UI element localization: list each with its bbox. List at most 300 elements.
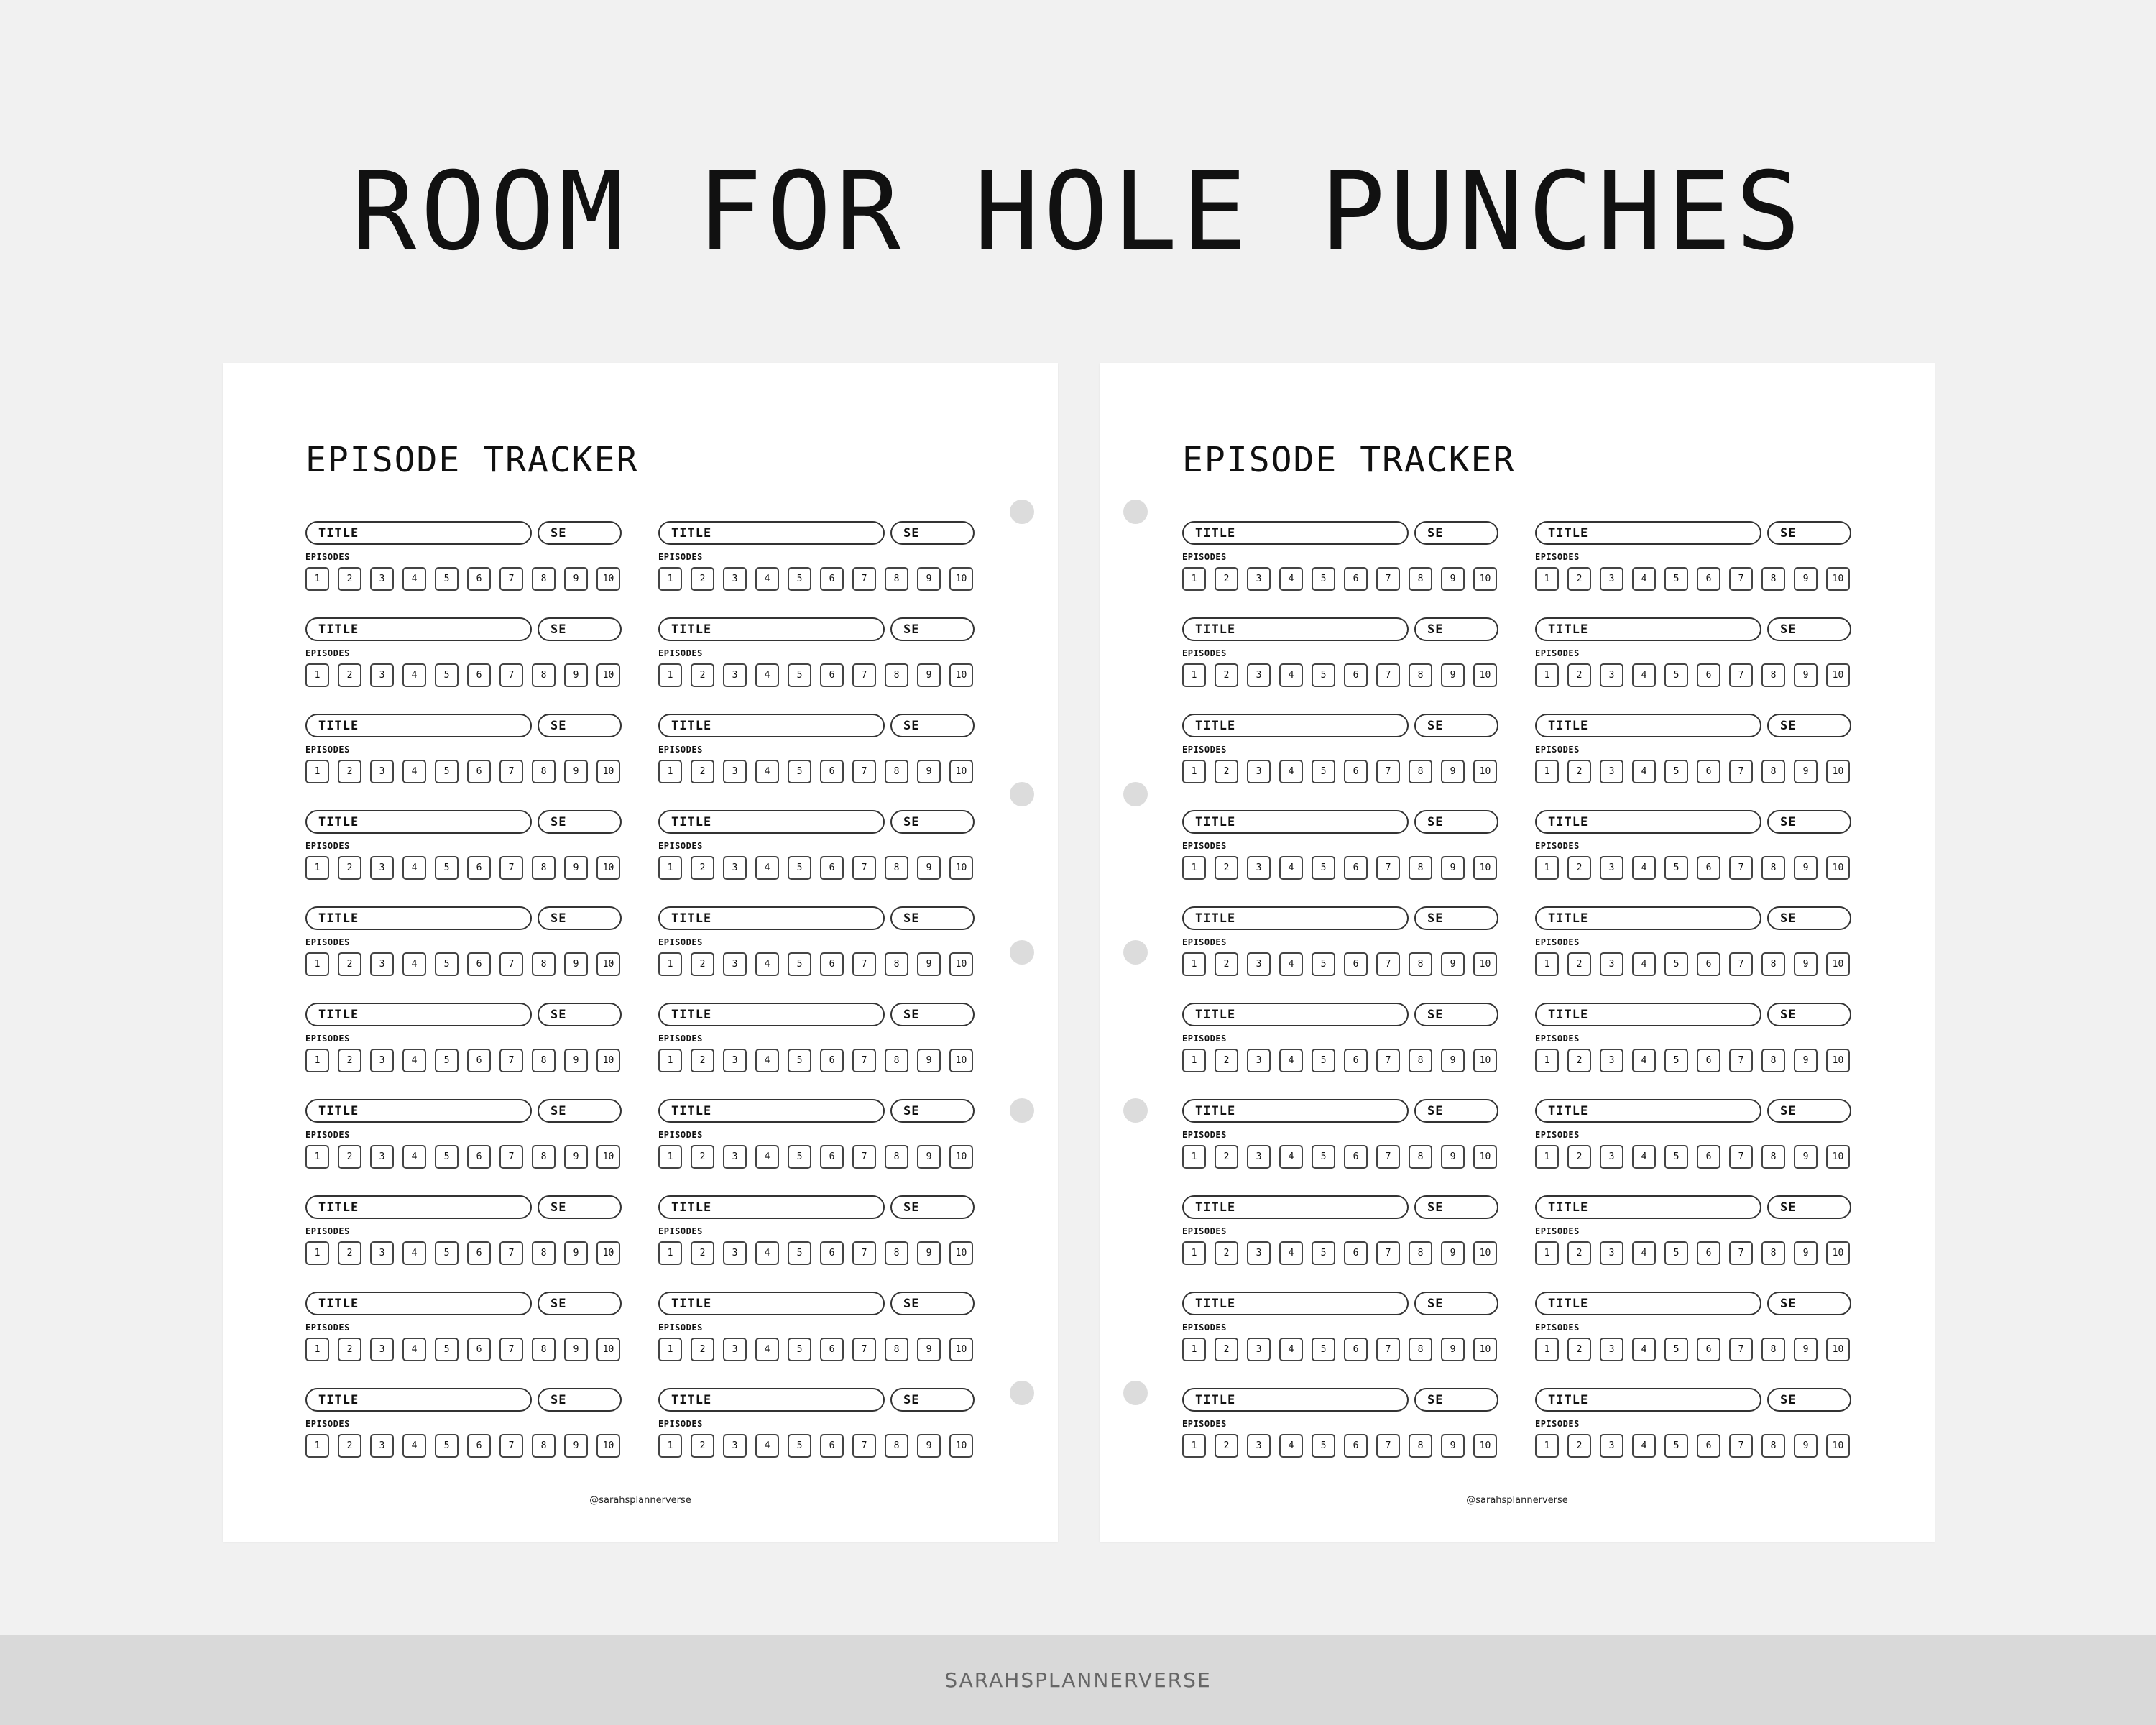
- episode-checkbox[interactable]: 3: [723, 760, 747, 783]
- episode-checkbox[interactable]: 4: [1632, 1241, 1656, 1265]
- episode-checkbox[interactable]: 5: [788, 1145, 811, 1169]
- title-field[interactable]: TITLE: [658, 906, 885, 930]
- episode-checkbox[interactable]: 10: [1473, 1145, 1497, 1169]
- episode-checkbox[interactable]: 8: [1409, 567, 1432, 591]
- episode-checkbox[interactable]: 6: [1344, 952, 1368, 976]
- title-field[interactable]: TITLE: [1182, 810, 1409, 834]
- episode-checkbox[interactable]: 3: [1600, 856, 1623, 880]
- episode-checkbox[interactable]: 4: [402, 567, 426, 591]
- season-field[interactable]: SE: [890, 1388, 975, 1412]
- episode-checkbox[interactable]: 10: [949, 760, 973, 783]
- episode-checkbox[interactable]: 7: [1376, 1145, 1400, 1169]
- episode-checkbox[interactable]: 8: [1409, 1338, 1432, 1361]
- episode-checkbox[interactable]: 10: [1826, 1434, 1850, 1458]
- episode-checkbox[interactable]: 1: [1182, 567, 1206, 591]
- episode-checkbox[interactable]: 10: [949, 856, 973, 880]
- season-field[interactable]: SE: [890, 714, 975, 737]
- episode-checkbox[interactable]: 6: [467, 1241, 491, 1265]
- episode-checkbox[interactable]: 9: [1794, 856, 1818, 880]
- episode-checkbox[interactable]: 9: [917, 663, 941, 687]
- episode-checkbox[interactable]: 2: [691, 760, 714, 783]
- episode-checkbox[interactable]: 9: [1794, 1241, 1818, 1265]
- episode-checkbox[interactable]: 2: [691, 1434, 714, 1458]
- episode-checkbox[interactable]: 8: [885, 1145, 908, 1169]
- episode-checkbox[interactable]: 8: [532, 856, 556, 880]
- episode-checkbox[interactable]: 7: [1376, 760, 1400, 783]
- episode-checkbox[interactable]: 2: [1567, 567, 1591, 591]
- episode-checkbox[interactable]: 8: [1409, 1434, 1432, 1458]
- episode-checkbox[interactable]: 2: [338, 1338, 361, 1361]
- title-field[interactable]: TITLE: [305, 521, 532, 545]
- episode-checkbox[interactable]: 9: [1441, 856, 1465, 880]
- title-field[interactable]: TITLE: [1182, 1195, 1409, 1219]
- episode-checkbox[interactable]: 8: [1761, 567, 1785, 591]
- episode-checkbox[interactable]: 8: [532, 567, 556, 591]
- episode-checkbox[interactable]: 9: [1794, 760, 1818, 783]
- episode-checkbox[interactable]: 8: [1761, 952, 1785, 976]
- episode-checkbox[interactable]: 3: [370, 663, 394, 687]
- episode-checkbox[interactable]: 7: [499, 1338, 523, 1361]
- episode-checkbox[interactable]: 4: [1279, 567, 1303, 591]
- season-field[interactable]: SE: [538, 1292, 622, 1315]
- episode-checkbox[interactable]: 6: [1344, 856, 1368, 880]
- episode-checkbox[interactable]: 5: [435, 1338, 459, 1361]
- episode-checkbox[interactable]: 7: [499, 952, 523, 976]
- title-field[interactable]: TITLE: [1535, 1292, 1761, 1315]
- episode-checkbox[interactable]: 5: [788, 1241, 811, 1265]
- episode-checkbox[interactable]: 1: [305, 663, 329, 687]
- episode-checkbox[interactable]: 1: [658, 1338, 682, 1361]
- episode-checkbox[interactable]: 3: [370, 1434, 394, 1458]
- season-field[interactable]: SE: [1414, 1195, 1498, 1219]
- episode-checkbox[interactable]: 3: [370, 760, 394, 783]
- episode-checkbox[interactable]: 6: [1697, 1145, 1720, 1169]
- episode-checkbox[interactable]: 10: [596, 952, 620, 976]
- episode-checkbox[interactable]: 8: [532, 1434, 556, 1458]
- episode-checkbox[interactable]: 3: [1247, 952, 1271, 976]
- title-field[interactable]: TITLE: [1535, 1195, 1761, 1219]
- episode-checkbox[interactable]: 10: [1826, 1338, 1850, 1361]
- episode-checkbox[interactable]: 4: [1632, 1145, 1656, 1169]
- episode-checkbox[interactable]: 5: [1312, 760, 1335, 783]
- episode-checkbox[interactable]: 2: [691, 952, 714, 976]
- episode-checkbox[interactable]: 7: [852, 1241, 876, 1265]
- episode-checkbox[interactable]: 6: [467, 1338, 491, 1361]
- episode-checkbox[interactable]: 5: [1664, 1049, 1688, 1072]
- episode-checkbox[interactable]: 10: [596, 760, 620, 783]
- episode-checkbox[interactable]: 7: [852, 567, 876, 591]
- episode-checkbox[interactable]: 1: [1535, 856, 1559, 880]
- season-field[interactable]: SE: [1767, 1003, 1851, 1026]
- episode-checkbox[interactable]: 4: [1632, 567, 1656, 591]
- episode-checkbox[interactable]: 10: [1473, 1338, 1497, 1361]
- episode-checkbox[interactable]: 5: [1664, 1434, 1688, 1458]
- episode-checkbox[interactable]: 1: [305, 567, 329, 591]
- episode-checkbox[interactable]: 9: [1441, 1434, 1465, 1458]
- title-field[interactable]: TITLE: [1182, 714, 1409, 737]
- episode-checkbox[interactable]: 2: [1215, 856, 1238, 880]
- episode-checkbox[interactable]: 3: [723, 1241, 747, 1265]
- title-field[interactable]: TITLE: [658, 1003, 885, 1026]
- season-field[interactable]: SE: [890, 1195, 975, 1219]
- episode-checkbox[interactable]: 4: [402, 1241, 426, 1265]
- episode-checkbox[interactable]: 1: [1535, 663, 1559, 687]
- episode-checkbox[interactable]: 5: [1664, 567, 1688, 591]
- episode-checkbox[interactable]: 7: [1376, 1434, 1400, 1458]
- episode-checkbox[interactable]: 2: [1215, 663, 1238, 687]
- episode-checkbox[interactable]: 3: [723, 1145, 747, 1169]
- title-field[interactable]: TITLE: [1535, 810, 1761, 834]
- episode-checkbox[interactable]: 6: [1344, 1338, 1368, 1361]
- episode-checkbox[interactable]: 8: [885, 760, 908, 783]
- episode-checkbox[interactable]: 2: [338, 856, 361, 880]
- episode-checkbox[interactable]: 1: [1182, 1145, 1206, 1169]
- episode-checkbox[interactable]: 9: [1441, 1241, 1465, 1265]
- episode-checkbox[interactable]: 1: [658, 1434, 682, 1458]
- episode-checkbox[interactable]: 8: [885, 856, 908, 880]
- episode-checkbox[interactable]: 8: [1409, 1145, 1432, 1169]
- episode-checkbox[interactable]: 4: [1632, 1049, 1656, 1072]
- episode-checkbox[interactable]: 3: [370, 1241, 394, 1265]
- episode-checkbox[interactable]: 7: [852, 1049, 876, 1072]
- title-field[interactable]: TITLE: [1535, 1099, 1761, 1123]
- episode-checkbox[interactable]: 4: [1279, 1145, 1303, 1169]
- episode-checkbox[interactable]: 2: [1567, 856, 1591, 880]
- episode-checkbox[interactable]: 8: [532, 1049, 556, 1072]
- episode-checkbox[interactable]: 8: [885, 1434, 908, 1458]
- episode-checkbox[interactable]: 1: [658, 856, 682, 880]
- episode-checkbox[interactable]: 4: [402, 1338, 426, 1361]
- episode-checkbox[interactable]: 3: [723, 567, 747, 591]
- episode-checkbox[interactable]: 2: [1215, 760, 1238, 783]
- episode-checkbox[interactable]: 2: [691, 1338, 714, 1361]
- episode-checkbox[interactable]: 7: [1729, 1049, 1753, 1072]
- episode-checkbox[interactable]: 3: [1247, 1049, 1271, 1072]
- episode-checkbox[interactable]: 10: [1826, 1241, 1850, 1265]
- episode-checkbox[interactable]: 1: [1182, 952, 1206, 976]
- episode-checkbox[interactable]: 1: [658, 1145, 682, 1169]
- title-field[interactable]: TITLE: [305, 1099, 532, 1123]
- episode-checkbox[interactable]: 2: [1215, 1049, 1238, 1072]
- episode-checkbox[interactable]: 2: [338, 1434, 361, 1458]
- season-field[interactable]: SE: [1767, 810, 1851, 834]
- episode-checkbox[interactable]: 10: [949, 952, 973, 976]
- episode-checkbox[interactable]: 1: [1535, 1434, 1559, 1458]
- episode-checkbox[interactable]: 2: [338, 952, 361, 976]
- title-field[interactable]: TITLE: [305, 714, 532, 737]
- season-field[interactable]: SE: [538, 1099, 622, 1123]
- season-field[interactable]: SE: [1767, 617, 1851, 641]
- episode-checkbox[interactable]: 5: [435, 1049, 459, 1072]
- episode-checkbox[interactable]: 6: [820, 1434, 844, 1458]
- episode-checkbox[interactable]: 9: [917, 1338, 941, 1361]
- episode-checkbox[interactable]: 6: [1697, 1049, 1720, 1072]
- episode-checkbox[interactable]: 4: [1279, 663, 1303, 687]
- episode-checkbox[interactable]: 1: [1535, 952, 1559, 976]
- episode-checkbox[interactable]: 5: [1664, 1338, 1688, 1361]
- season-field[interactable]: SE: [1414, 906, 1498, 930]
- title-field[interactable]: TITLE: [305, 1388, 532, 1412]
- episode-checkbox[interactable]: 1: [305, 1241, 329, 1265]
- episode-checkbox[interactable]: 8: [1761, 1241, 1785, 1265]
- episode-checkbox[interactable]: 10: [1473, 760, 1497, 783]
- episode-checkbox[interactable]: 4: [402, 1049, 426, 1072]
- episode-checkbox[interactable]: 4: [755, 663, 779, 687]
- episode-checkbox[interactable]: 2: [1567, 1338, 1591, 1361]
- title-field[interactable]: TITLE: [658, 617, 885, 641]
- episode-checkbox[interactable]: 10: [1826, 952, 1850, 976]
- episode-checkbox[interactable]: 10: [596, 663, 620, 687]
- episode-checkbox[interactable]: 2: [1215, 952, 1238, 976]
- episode-checkbox[interactable]: 2: [691, 1241, 714, 1265]
- episode-checkbox[interactable]: 4: [402, 952, 426, 976]
- episode-checkbox[interactable]: 1: [305, 1145, 329, 1169]
- title-field[interactable]: TITLE: [1182, 1388, 1409, 1412]
- episode-checkbox[interactable]: 5: [788, 1434, 811, 1458]
- episode-checkbox[interactable]: 8: [1761, 663, 1785, 687]
- episode-checkbox[interactable]: 5: [435, 567, 459, 591]
- episode-checkbox[interactable]: 6: [1344, 663, 1368, 687]
- episode-checkbox[interactable]: 6: [467, 952, 491, 976]
- episode-checkbox[interactable]: 1: [658, 567, 682, 591]
- episode-checkbox[interactable]: 2: [1567, 1049, 1591, 1072]
- episode-checkbox[interactable]: 4: [402, 760, 426, 783]
- episode-checkbox[interactable]: 6: [1344, 567, 1368, 591]
- season-field[interactable]: SE: [538, 1195, 622, 1219]
- season-field[interactable]: SE: [1414, 1099, 1498, 1123]
- episode-checkbox[interactable]: 9: [564, 1241, 588, 1265]
- season-field[interactable]: SE: [890, 521, 975, 545]
- episode-checkbox[interactable]: 5: [788, 760, 811, 783]
- episode-checkbox[interactable]: 9: [1794, 567, 1818, 591]
- season-field[interactable]: SE: [538, 810, 622, 834]
- episode-checkbox[interactable]: 7: [1376, 1338, 1400, 1361]
- episode-checkbox[interactable]: 9: [564, 1145, 588, 1169]
- episode-checkbox[interactable]: 6: [467, 1145, 491, 1169]
- episode-checkbox[interactable]: 6: [1344, 1049, 1368, 1072]
- episode-checkbox[interactable]: 2: [1567, 1145, 1591, 1169]
- episode-checkbox[interactable]: 5: [1312, 1241, 1335, 1265]
- episode-checkbox[interactable]: 10: [596, 856, 620, 880]
- episode-checkbox[interactable]: 6: [467, 856, 491, 880]
- episode-checkbox[interactable]: 6: [1697, 952, 1720, 976]
- episode-checkbox[interactable]: 2: [338, 1145, 361, 1169]
- episode-checkbox[interactable]: 9: [1794, 1338, 1818, 1361]
- episode-checkbox[interactable]: 7: [852, 663, 876, 687]
- episode-checkbox[interactable]: 9: [917, 952, 941, 976]
- title-field[interactable]: TITLE: [1535, 714, 1761, 737]
- episode-checkbox[interactable]: 1: [305, 1434, 329, 1458]
- title-field[interactable]: TITLE: [305, 1003, 532, 1026]
- episode-checkbox[interactable]: 2: [338, 760, 361, 783]
- episode-checkbox[interactable]: 7: [852, 1338, 876, 1361]
- title-field[interactable]: TITLE: [1535, 1388, 1761, 1412]
- episode-checkbox[interactable]: 3: [370, 567, 394, 591]
- episode-checkbox[interactable]: 6: [467, 663, 491, 687]
- episode-checkbox[interactable]: 3: [1247, 856, 1271, 880]
- episode-checkbox[interactable]: 2: [338, 663, 361, 687]
- episode-checkbox[interactable]: 1: [1535, 567, 1559, 591]
- episode-checkbox[interactable]: 5: [435, 1145, 459, 1169]
- season-field[interactable]: SE: [1767, 1195, 1851, 1219]
- episode-checkbox[interactable]: 9: [917, 1434, 941, 1458]
- episode-checkbox[interactable]: 2: [1567, 760, 1591, 783]
- episode-checkbox[interactable]: 3: [723, 856, 747, 880]
- title-field[interactable]: TITLE: [1535, 521, 1761, 545]
- episode-checkbox[interactable]: 3: [723, 663, 747, 687]
- season-field[interactable]: SE: [1414, 1388, 1498, 1412]
- title-field[interactable]: TITLE: [1182, 1099, 1409, 1123]
- episode-checkbox[interactable]: 4: [1632, 760, 1656, 783]
- episode-checkbox[interactable]: 8: [532, 663, 556, 687]
- episode-checkbox[interactable]: 5: [1664, 1145, 1688, 1169]
- episode-checkbox[interactable]: 3: [1247, 1241, 1271, 1265]
- season-field[interactable]: SE: [1414, 714, 1498, 737]
- episode-checkbox[interactable]: 6: [820, 1241, 844, 1265]
- episode-checkbox[interactable]: 6: [820, 1049, 844, 1072]
- episode-checkbox[interactable]: 3: [1600, 1049, 1623, 1072]
- episode-checkbox[interactable]: 9: [1441, 952, 1465, 976]
- episode-checkbox[interactable]: 8: [885, 567, 908, 591]
- episode-checkbox[interactable]: 8: [1409, 856, 1432, 880]
- episode-checkbox[interactable]: 2: [691, 567, 714, 591]
- episode-checkbox[interactable]: 9: [564, 1338, 588, 1361]
- title-field[interactable]: TITLE: [1182, 521, 1409, 545]
- title-field[interactable]: TITLE: [658, 1388, 885, 1412]
- episode-checkbox[interactable]: 8: [1761, 760, 1785, 783]
- title-field[interactable]: TITLE: [1535, 617, 1761, 641]
- episode-checkbox[interactable]: 9: [564, 1434, 588, 1458]
- episode-checkbox[interactable]: 6: [1697, 1241, 1720, 1265]
- episode-checkbox[interactable]: 9: [1794, 1049, 1818, 1072]
- title-field[interactable]: TITLE: [305, 1195, 532, 1219]
- episode-checkbox[interactable]: 1: [658, 1049, 682, 1072]
- episode-checkbox[interactable]: 1: [658, 760, 682, 783]
- episode-checkbox[interactable]: 10: [1473, 1049, 1497, 1072]
- episode-checkbox[interactable]: 6: [467, 1049, 491, 1072]
- episode-checkbox[interactable]: 5: [1312, 952, 1335, 976]
- episode-checkbox[interactable]: 3: [1247, 1145, 1271, 1169]
- episode-checkbox[interactable]: 1: [305, 952, 329, 976]
- episode-checkbox[interactable]: 10: [1826, 856, 1850, 880]
- season-field[interactable]: SE: [538, 1003, 622, 1026]
- title-field[interactable]: TITLE: [1182, 1003, 1409, 1026]
- episode-checkbox[interactable]: 10: [1473, 663, 1497, 687]
- episode-checkbox[interactable]: 2: [1215, 1338, 1238, 1361]
- episode-checkbox[interactable]: 7: [1729, 1338, 1753, 1361]
- episode-checkbox[interactable]: 6: [820, 1338, 844, 1361]
- episode-checkbox[interactable]: 5: [1312, 1434, 1335, 1458]
- episode-checkbox[interactable]: 9: [564, 952, 588, 976]
- title-field[interactable]: TITLE: [1182, 617, 1409, 641]
- episode-checkbox[interactable]: 8: [1409, 1049, 1432, 1072]
- season-field[interactable]: SE: [890, 1003, 975, 1026]
- episode-checkbox[interactable]: 1: [1182, 760, 1206, 783]
- episode-checkbox[interactable]: 4: [1279, 952, 1303, 976]
- episode-checkbox[interactable]: 7: [1729, 663, 1753, 687]
- episode-checkbox[interactable]: 4: [1279, 1434, 1303, 1458]
- episode-checkbox[interactable]: 3: [1247, 1338, 1271, 1361]
- season-field[interactable]: SE: [890, 1099, 975, 1123]
- episode-checkbox[interactable]: 10: [949, 663, 973, 687]
- episode-checkbox[interactable]: 4: [755, 952, 779, 976]
- episode-checkbox[interactable]: 2: [338, 1241, 361, 1265]
- episode-checkbox[interactable]: 4: [1632, 663, 1656, 687]
- episode-checkbox[interactable]: 3: [1600, 1338, 1623, 1361]
- episode-checkbox[interactable]: 4: [755, 1338, 779, 1361]
- episode-checkbox[interactable]: 5: [1312, 567, 1335, 591]
- episode-checkbox[interactable]: 10: [596, 1338, 620, 1361]
- episode-checkbox[interactable]: 10: [1473, 856, 1497, 880]
- episode-checkbox[interactable]: 8: [1409, 952, 1432, 976]
- episode-checkbox[interactable]: 4: [755, 856, 779, 880]
- episode-checkbox[interactable]: 7: [852, 952, 876, 976]
- episode-checkbox[interactable]: 1: [1182, 1241, 1206, 1265]
- episode-checkbox[interactable]: 8: [885, 952, 908, 976]
- episode-checkbox[interactable]: 7: [852, 856, 876, 880]
- title-field[interactable]: TITLE: [658, 810, 885, 834]
- episode-checkbox[interactable]: 5: [1312, 856, 1335, 880]
- episode-checkbox[interactable]: 8: [1409, 760, 1432, 783]
- episode-checkbox[interactable]: 9: [917, 567, 941, 591]
- episode-checkbox[interactable]: 6: [467, 760, 491, 783]
- episode-checkbox[interactable]: 8: [532, 1241, 556, 1265]
- season-field[interactable]: SE: [1414, 1292, 1498, 1315]
- episode-checkbox[interactable]: 4: [1279, 1241, 1303, 1265]
- episode-checkbox[interactable]: 5: [788, 856, 811, 880]
- episode-checkbox[interactable]: 2: [691, 856, 714, 880]
- episode-checkbox[interactable]: 7: [499, 1241, 523, 1265]
- episode-checkbox[interactable]: 10: [1826, 1145, 1850, 1169]
- episode-checkbox[interactable]: 3: [370, 1145, 394, 1169]
- episode-checkbox[interactable]: 6: [820, 567, 844, 591]
- episode-checkbox[interactable]: 9: [1441, 663, 1465, 687]
- episode-checkbox[interactable]: 7: [1729, 856, 1753, 880]
- episode-checkbox[interactable]: 6: [820, 1145, 844, 1169]
- episode-checkbox[interactable]: 3: [723, 1338, 747, 1361]
- episode-checkbox[interactable]: 4: [1632, 856, 1656, 880]
- episode-checkbox[interactable]: 5: [1664, 663, 1688, 687]
- episode-checkbox[interactable]: 6: [1344, 760, 1368, 783]
- title-field[interactable]: TITLE: [305, 906, 532, 930]
- title-field[interactable]: TITLE: [305, 810, 532, 834]
- episode-checkbox[interactable]: 7: [1376, 1049, 1400, 1072]
- season-field[interactable]: SE: [1414, 521, 1498, 545]
- season-field[interactable]: SE: [538, 617, 622, 641]
- episode-checkbox[interactable]: 1: [305, 1049, 329, 1072]
- episode-checkbox[interactable]: 6: [820, 760, 844, 783]
- episode-checkbox[interactable]: 1: [1182, 1434, 1206, 1458]
- season-field[interactable]: SE: [1767, 521, 1851, 545]
- episode-checkbox[interactable]: 5: [788, 1049, 811, 1072]
- episode-checkbox[interactable]: 1: [1535, 1241, 1559, 1265]
- episode-checkbox[interactable]: 10: [596, 1049, 620, 1072]
- episode-checkbox[interactable]: 8: [885, 1241, 908, 1265]
- episode-checkbox[interactable]: 2: [691, 1145, 714, 1169]
- title-field[interactable]: TITLE: [1535, 1003, 1761, 1026]
- episode-checkbox[interactable]: 7: [1729, 567, 1753, 591]
- episode-checkbox[interactable]: 10: [949, 1338, 973, 1361]
- episode-checkbox[interactable]: 1: [658, 663, 682, 687]
- episode-checkbox[interactable]: 10: [1473, 952, 1497, 976]
- episode-checkbox[interactable]: 1: [658, 1241, 682, 1265]
- episode-checkbox[interactable]: 3: [1600, 1241, 1623, 1265]
- episode-checkbox[interactable]: 8: [1409, 663, 1432, 687]
- episode-checkbox[interactable]: 3: [1247, 567, 1271, 591]
- episode-checkbox[interactable]: 4: [755, 1434, 779, 1458]
- episode-checkbox[interactable]: 10: [1473, 1434, 1497, 1458]
- episode-checkbox[interactable]: 9: [1441, 567, 1465, 591]
